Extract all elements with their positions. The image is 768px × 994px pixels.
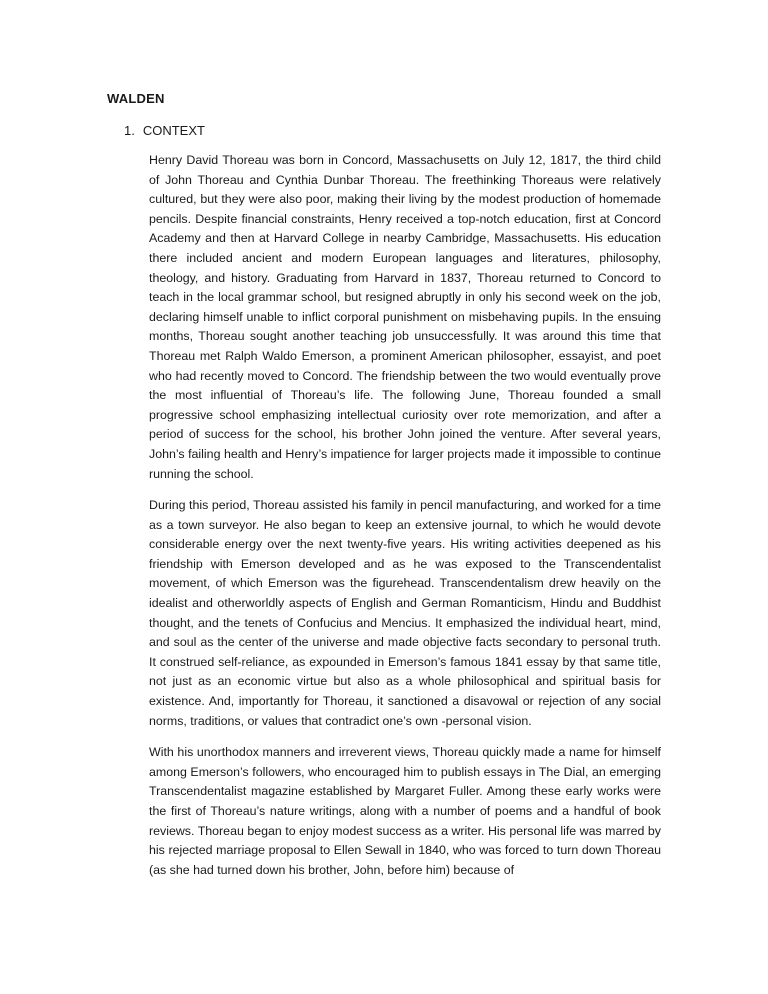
document-title: WALDEN [107,91,165,106]
paragraph-1: Henry David Thoreau was born in Concord, Massachusetts on July 12, 1817, the third child of John Thoreau and Cynthia Dunbar Thoreau. The freethinking Thoreaus were relatively cultured, but they were also poor, making their living by the modest production of homemade pencils. Despite financial constraints, Henry received a top-notch education, first at Concord Academy and then at Harvard College in nearby Cambridge, Massachusetts. His education there included ancient and modern European languages and literatures, philosophy, theology, and history. Graduating from Harvard in 1837, Thoreau returned to Concord to teach in the local grammar school, but resigned abruptly in only his second week on the job, declaring himself unable to inflict corporal punishment on misbehaving pupils. In the ensuing months, Thoreau sought another teaching job unsuccessfully. It was around this time that Thoreau met Ralph Waldo Emerson, a prominent American philosopher, essayist, and poet who had recently moved to Concord. The friendship between the two would eventually prove the most influential of Thoreau’s life. The following June, Thoreau founded a small progressive school emphasizing intellectual curiosity over rote memorization, and after a period of success for the school, his brother John joined the venture. After several years, John’s failing health and Henry’s impatience for larger projects made it impossible to continue running the school. [149,153,661,481]
section-title: CONTEXT [142,123,205,138]
body-text [149,151,661,892]
section-heading [124,122,205,140]
paragraph-3: With his unorthodox manners and irreverent views, Thoreau quickly made a name for himself among Emerson’s followers, who encouraged him to publish essays in The Dial, an emerging Transcendentalist magazine established by Margaret Fuller. Among these early works were the first of Thoreau’s nature writings, along with a number of poems and a handful of book reviews. Thoreau began to enjoy modest success as a writer. His personal life was marred by his rejected marriage proposal to Ellen Sewall in 1840, who was forced to turn down Thoreau (as she had turned down his brother, John, before him) because of [149,745,661,877]
paragraph-2: During this period, Thoreau assisted his family in pencil manufacturing, and worked for a time as a town surveyor. He also began to keep an extensive journal, to which he would devote considerable energy over the next twenty-five years. His writing activities deepened as his friendship with Emerson developed and as he was exposed to the Transcendentalist movement, of which Emerson was the figurehead. Transcendentalism drew heavily on the idealist and otherworldly aspects of English and German Romanticism, Hindu and Buddhist thought, and the tenets of Confucius and Mencius. It emphasized the individual heart, mind, and soul as the center of the universe and made objective facts secondary to personal truth. It construed self-reliance, as expounded in Emerson’s famous 1841 essay by that same title, not just as an economic virtue but also as a whole philosophical and spiritual basis for existence. And, importantly for Thoreau, it sanctioned a disavowal or rejection of any social norms, traditions, or values that contradict one’s own -personal vision. [149,498,661,728]
section-number: 1. [124,123,135,138]
